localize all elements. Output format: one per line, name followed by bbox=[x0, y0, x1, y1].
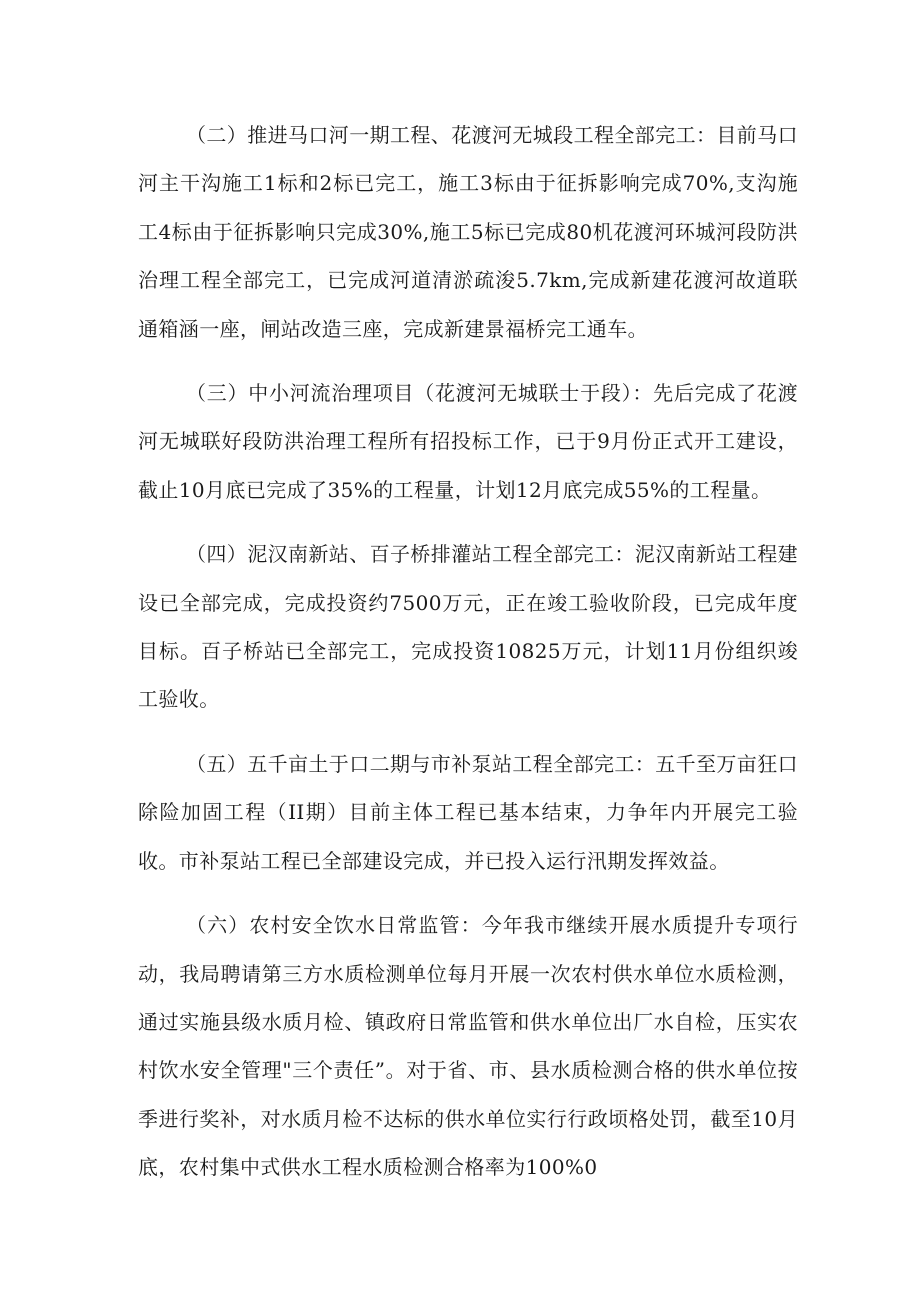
paragraph-section-4: （四）泥汉南新站、百子桥排灌站工程全部完工：泥汉南新站工程建设已全部完成，完成投资约7500万元，正在竣工验收阶段，已完成年度目标。百子桥站已全部完工，完成投资10825万元，计划11月份组织竣工验收。 bbox=[138, 542, 798, 712]
paragraph-section-2: （二）推进马口河一期工程、花渡河无城段工程全部完工：目前马口河主干沟施工1标和2标已完工，施工3标由于征拆影响完成70%,支沟施工4标由于征拆影响只完成30%,施工5标已完成80机花渡河环城河段防洪治理工程全部完工，已完成河道清淤疏浚5.7km,完成新建花渡河故道联通箱涵一座，闸站改造三座，完成新建景福桥完工通车。 bbox=[138, 123, 798, 341]
paragraph-section-3: （三）中小河流治理项目（花渡河无城联士于段）：先后完成了花渡河无城联好段防洪治理工程所有招投标工作，已于9月份正式开工建设，截止10月底已完成了35%的工程量，计划12月底完成55%的工程量。 bbox=[138, 381, 798, 502]
document-body bbox=[138, 111, 798, 1208]
paragraph-section-6: （六）农村安全饮水日常监管：今年我市继续开展水质提升专项行动，我局聘请第三方水质检测单位每月开展一次农村供水单位水质检测，通过实施县级水质月检、镇政府日常监管和供水单位出厂水自检，压实农村饮水安全管理"三个责任”。对于省、市、县水质检测合格的供水单位按季进行奖补，对水质月检不达标的供水单位实行行政顷格处罚，截至10月底，农村集中式供水工程水质检测合格率为100%0 bbox=[138, 913, 798, 1180]
paragraph-section-5: （五）五千亩土于口二期与市补泵站工程全部完工：五千至万亩狂口除险加固工程（II期）目前主体工程已基本结束，力争年内开展完工验收。市补泵站工程已全部建设完成，并已投入运行汛期发挥效益。 bbox=[138, 751, 798, 873]
